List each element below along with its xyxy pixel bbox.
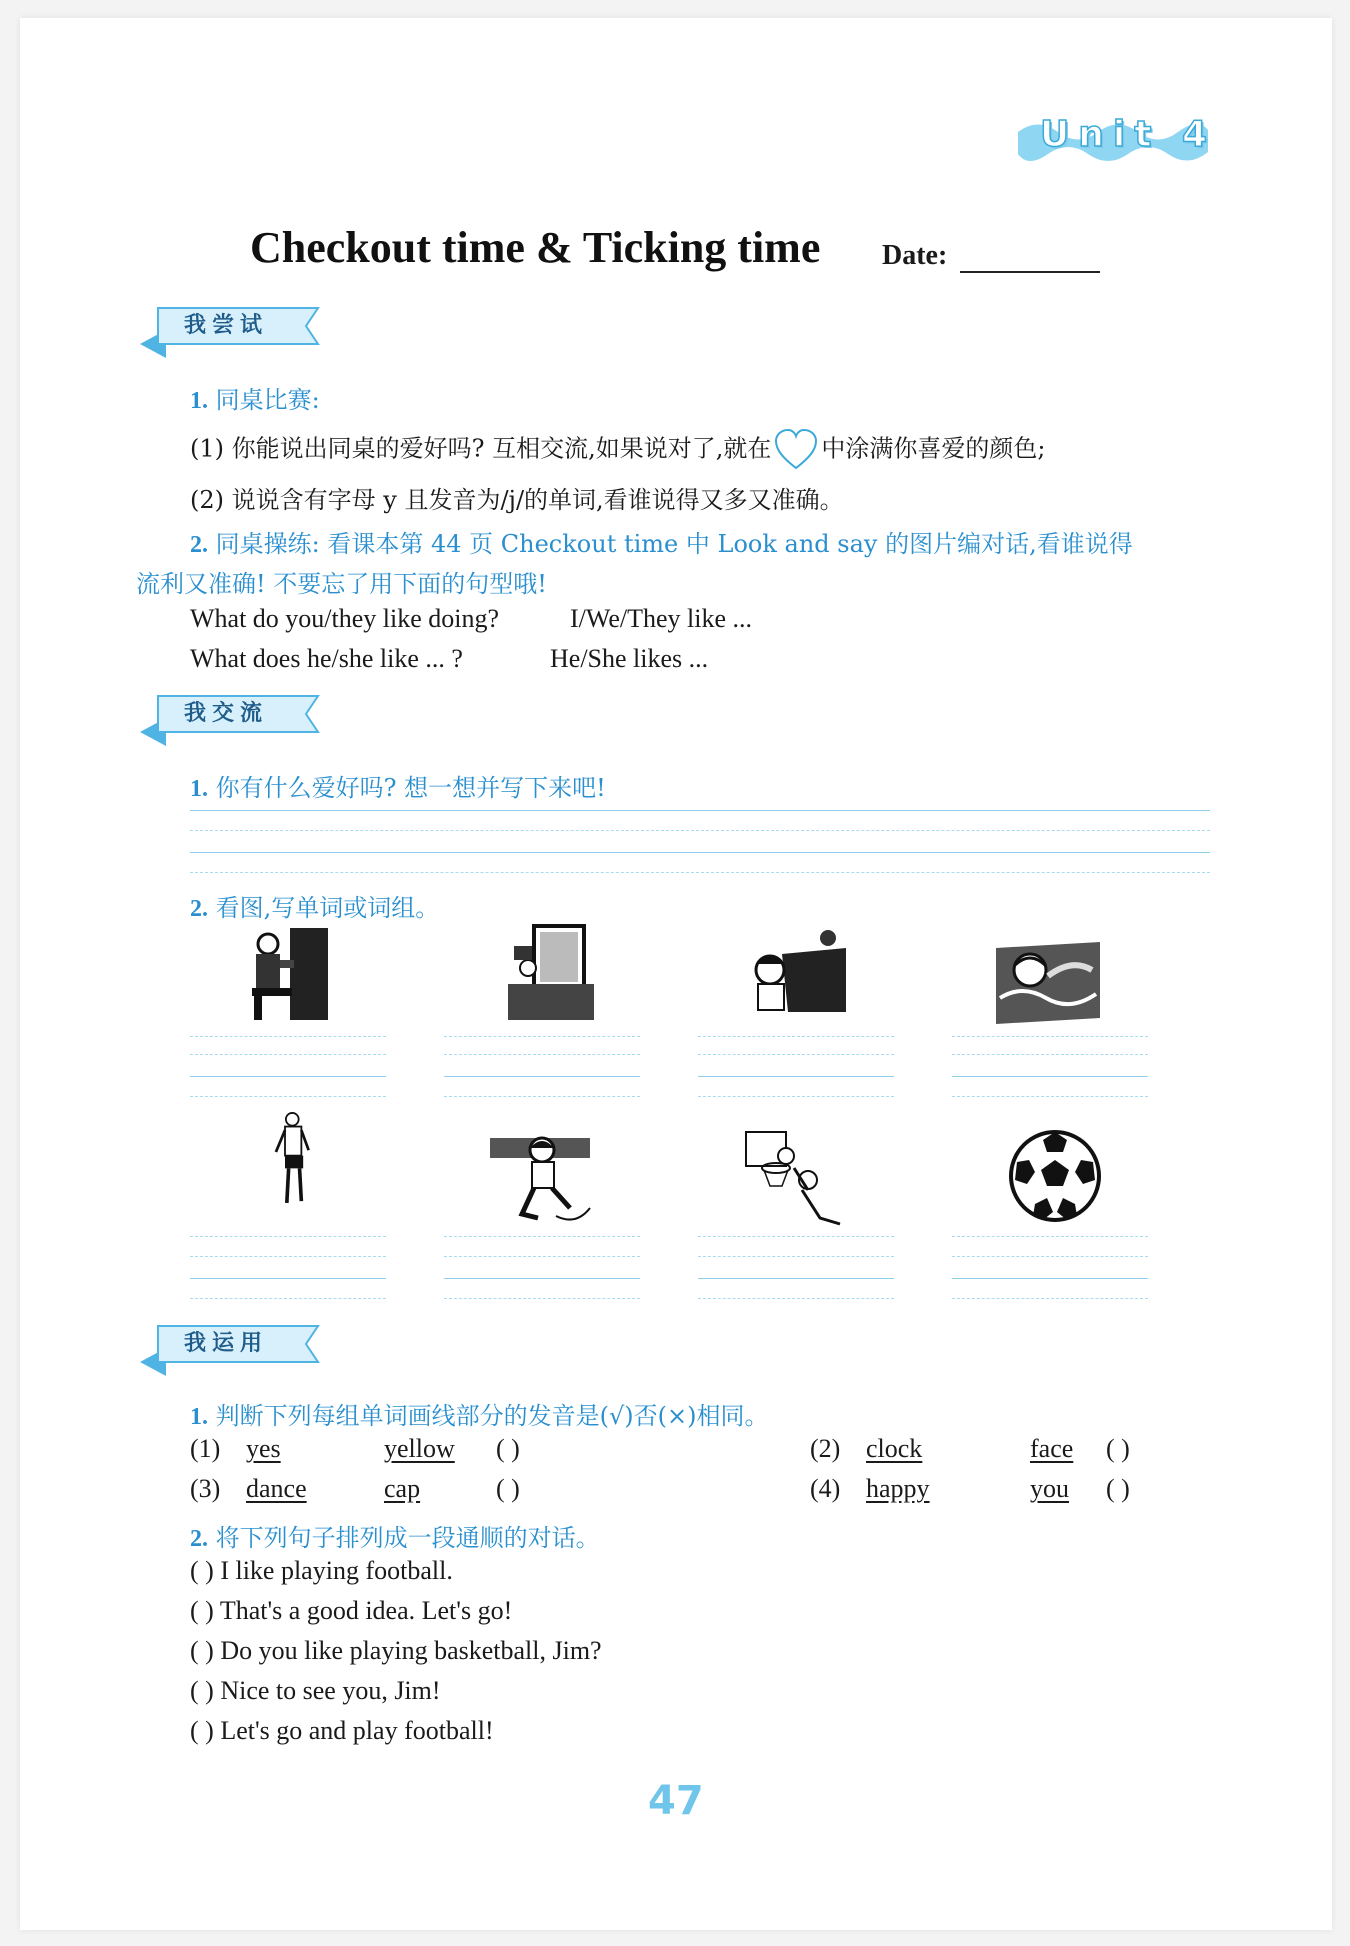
basketball-icon [742,1128,852,1228]
pair-answer-blank[interactable]: ( ) [496,1434,520,1463]
answer-guide-line [190,1036,386,1037]
pair-answer-blank[interactable]: ( ) [496,1474,520,1503]
pattern2-question: What does he/she like ... ? [190,644,463,673]
answer-guide-line [190,872,1210,873]
pair-word-1: yes [246,1434,281,1463]
dialogue-sentence[interactable]: ( ) Do you like playing basketball, Jim? [190,1636,602,1665]
pair-answer-blank[interactable]: ( ) [1106,1434,1130,1463]
answer-guide-line [444,1096,640,1097]
skater-icon [486,1128,596,1228]
answer-line[interactable] [190,810,1210,811]
exchange-q2-number: 2. [190,896,208,922]
answer-guide-line [952,1054,1148,1055]
answer-guide-line [698,1256,894,1257]
heart-icon[interactable] [773,428,819,472]
answer-guide-line [190,830,1210,831]
pair-word-1: clock [866,1434,923,1463]
apply-q1-text: 判断下列每组单词画线部分的发音是(√)否(×)相同。 [215,1402,769,1430]
try-q1-part2: (2) 说说含有字母 y 且发音为/j/的单词,看谁说得又多又准确。 [190,486,844,514]
football-icon [1000,1126,1110,1226]
swimmer-icon [992,928,1102,1028]
exchange-q1-text: 你有什么爱好吗? 想一想并写下来吧! [215,774,606,802]
pair-word-2: yellow [384,1434,455,1463]
pair-number: (1) [190,1434,221,1463]
page-title: Checkout time & Ticking time [250,223,821,272]
answer-line[interactable] [190,1076,386,1077]
answer-guide-line [190,1096,386,1097]
pair-word-2: face [1030,1434,1074,1463]
section-title-try: 我尝试 [184,313,269,338]
piano-player-icon [238,924,348,1024]
try-q2-number: 2. [190,532,208,558]
section-title-apply: 我运用 [184,1331,269,1356]
answer-line[interactable] [190,1278,386,1279]
try-q1-number: 1. [190,388,208,414]
try-q2-line1: 同桌操练: 看课本第 44 页 Checkout time 中 Look and say 的图片编对话,看谁说得 [215,530,1133,558]
pair-word-2: cap [384,1474,421,1503]
answer-guide-line [698,1236,894,1237]
answer-guide-line [190,1298,386,1299]
unit-label: Unit 4 [1040,114,1216,155]
pair-number: (2) [810,1434,841,1463]
dialogue-sentence[interactable]: ( ) Let's go and play football! [190,1716,494,1745]
pair-number: (4) [810,1474,841,1503]
pair-word-1: happy [866,1474,930,1503]
pattern2-answer: He/She likes ... [550,644,709,673]
pair-number: (3) [190,1474,221,1503]
runner-icon [240,1112,350,1212]
answer-guide-line [952,1236,1148,1237]
computer-user-icon [494,924,604,1024]
answer-guide-line [190,1236,386,1237]
answer-guide-line [444,1256,640,1257]
pattern1-answer: I/We/They like ... [570,604,753,633]
dialogue-sentence[interactable]: ( ) Nice to see you, Jim! [190,1676,441,1705]
apply-q2-number: 2. [190,1526,208,1552]
answer-line[interactable] [698,1278,894,1279]
answer-line[interactable] [952,1076,1148,1077]
try-q1-part1-text-a: (1) 你能说出同桌的爱好吗? 互相交流,如果说对了,就在 [190,434,772,463]
apply-q2-text: 将下列句子排列成一段通顺的对话。 [215,1524,600,1552]
answer-guide-line [952,1256,1148,1257]
answer-guide-line [444,1036,640,1037]
answer-line[interactable] [698,1076,894,1077]
answer-guide-line [952,1298,1148,1299]
answer-guide-line [952,1096,1148,1097]
answer-line[interactable] [444,1278,640,1279]
pair-answer-blank[interactable]: ( ) [1106,1474,1130,1503]
answer-line[interactable] [952,1278,1148,1279]
answer-guide-line [698,1054,894,1055]
answer-line[interactable] [444,1076,640,1077]
answer-guide-line [444,1298,640,1299]
try-q2-line2: 流利又准确! 不要忘了用下面的句型哦! [136,570,547,598]
answer-line[interactable] [190,852,1210,853]
answer-guide-line [698,1036,894,1037]
try-q1-part1-text-b: 中涂满你喜爱的颜色; [821,434,1046,463]
date-blank[interactable] [960,271,1100,273]
exchange-q1-number: 1. [190,776,208,802]
dialogue-sentence[interactable]: ( ) That's a good idea. Let's go! [190,1596,513,1625]
section-title-exchange: 我交流 [184,701,269,726]
pattern1-question: What do you/they like doing? [190,604,500,633]
dialogue-sentence[interactable]: ( ) I like playing football. [190,1556,453,1585]
page-number: 47 [648,1778,704,1824]
answer-guide-line [698,1298,894,1299]
exchange-q2-text: 看图,写单词或词组。 [215,894,440,922]
answer-guide-line [444,1054,640,1055]
piano-pair-icon [742,924,852,1024]
date-label: Date: [882,240,948,271]
try-q1-part1 [190,428,1045,472]
answer-guide-line [190,1256,386,1257]
answer-guide-line [190,1054,386,1055]
answer-guide-line [444,1236,640,1237]
try-q1-title: 同桌比赛: [215,386,320,414]
answer-guide-line [952,1036,1148,1037]
pair-word-1: dance [246,1474,307,1503]
apply-q1-number: 1. [190,1404,208,1430]
answer-guide-line [698,1096,894,1097]
pair-word-2: you [1030,1474,1069,1503]
